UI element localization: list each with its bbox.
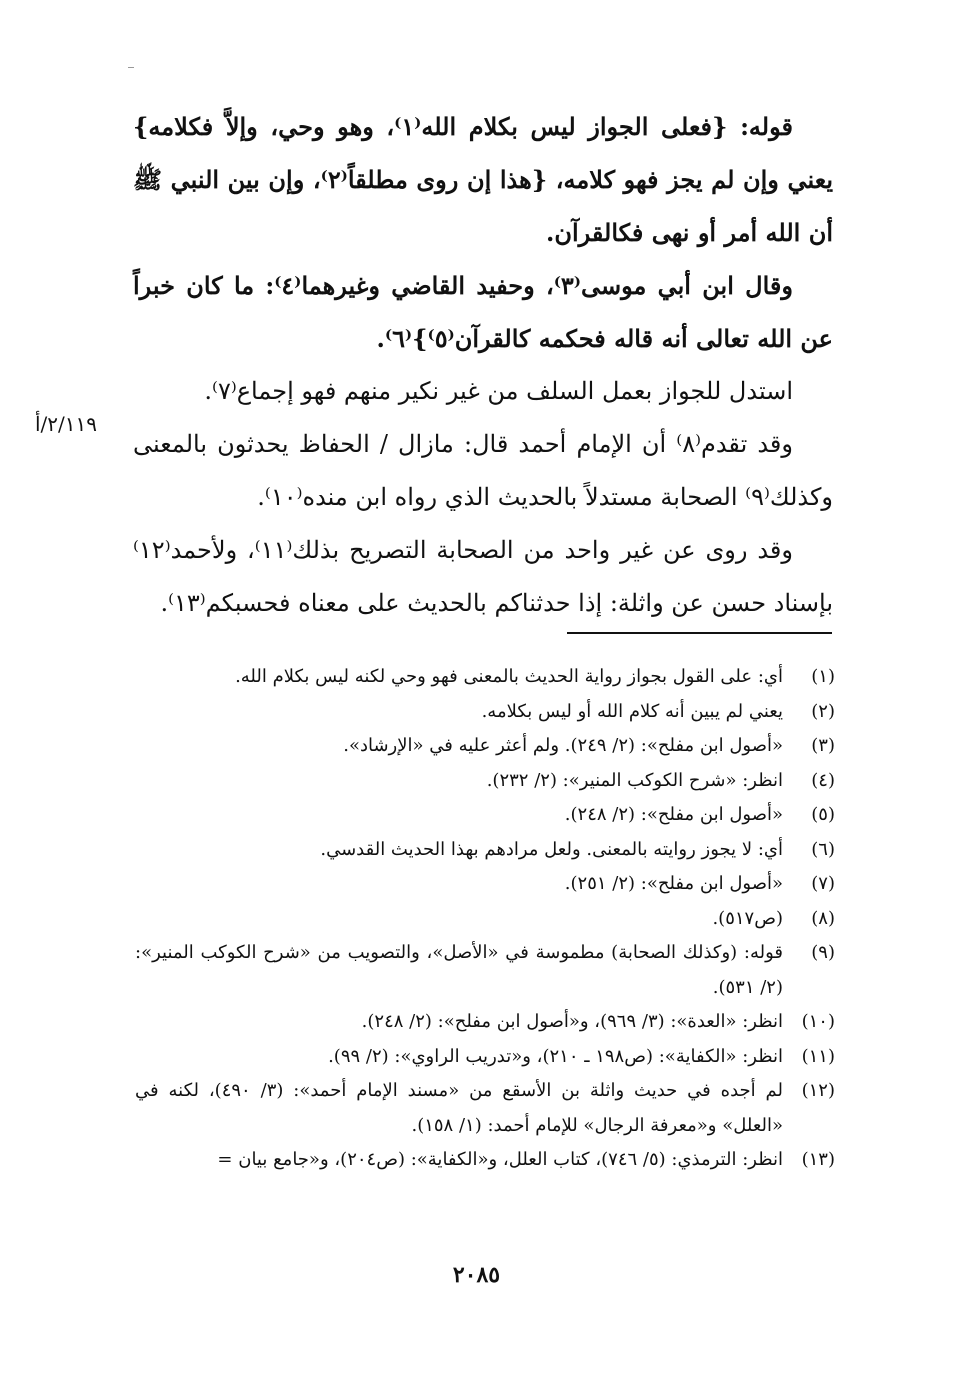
- footnote-separator: [567, 632, 832, 634]
- footnote-text: انظر: الترمذي: (٥/ ٧٤٦)، كتاب العلل، و«الكفاية»: (ص٢٠٤)، و«جامع بيان =: [217, 1149, 783, 1170]
- paragraph-2: وقال ابن أبي موسى⁽٣⁾، وحفيد القاضي وغيرهما⁽٤⁾: ما كان خبراً عن الله تعالى أنه قاله فحكمه كالقرآن⁽٥⁾}⁽٦⁾.: [133, 271, 833, 353]
- footnote-number: (٣): [811, 735, 835, 756]
- footnote-number: (٦): [811, 838, 835, 860]
- footnote-text: «أصول ابن مفلح»: (٢/ ٢٥١).: [564, 873, 783, 894]
- footnote-text: أي: لا يجوز روايته بالمعنى. ولعل مرادهم بهذا الحديث القدسي.: [320, 838, 783, 860]
- footnote-number: (١): [811, 666, 835, 687]
- footnote-number: (٨): [811, 907, 835, 929]
- footnote-text: لم أجده في حديث واثلة بن الأسقع من «مسند الإمام أحمد»: (٣/ ٤٩٠)، لكنه في «العلل» و«معرفة الرجال» للإمام أحمد: (١/ ١٥٨).: [135, 1080, 784, 1136]
- footnote-text: «أصول ابن مفلح»: (٢/ ٢٤٨).: [564, 804, 783, 825]
- footnote: [135, 902, 835, 937]
- footnote: [135, 798, 835, 833]
- footnote: [135, 833, 835, 868]
- footnote-number: (١٣): [801, 1149, 835, 1170]
- main-text: [133, 100, 833, 630]
- footnote-text: انظر: «العدة»: (٣/ ٩٦٩)، و«أصول ابن مفلح»: (٢/ ٢٤٨).: [361, 1011, 783, 1032]
- footnote: [135, 1040, 835, 1075]
- footnote-number: (٩): [811, 942, 835, 963]
- paragraph-4: وقد تقدم⁽٨⁾ أن الإمام أحمد قال: مازال / الحفاظ يحدثون بالمعنى وكذلك⁽٩⁾ الصحابة مستدلاً بالحديث الذي رواه ابن منده⁽١٠⁾.: [133, 430, 833, 511]
- footnote-text: أي: على القول بجواز رواية الحديث بالمعنى فهو وحي لكنه ليس بكلام الله.: [235, 666, 783, 687]
- footnote: [135, 764, 835, 799]
- footnote: [135, 695, 835, 730]
- footnote-number: (٤): [811, 769, 835, 791]
- paragraph-5: وقد روى عن غير واحد من الصحابة التصريح بذلك⁽١١⁾، ولأحمد⁽١٢⁾ بإسناد حسن عن واثلة: إذا حدثناكم بالحديث على معناه فحسبكم⁽١٣⁾.: [133, 536, 833, 617]
- manuscript-folio-reference: ٢/١١٩/أ: [35, 412, 98, 436]
- paragraph-1: قوله: {فعلى الجواز ليس بكلام الله⁽١⁾، وهو وحي، وإلاَّ فكلامه} يعني وإن لم يجز فهو كلامه، {هذا إن روى مطلقاً⁽٢⁾، وإن بين النبي ﷺ أن الله أمر أو نهى فكالقرآن.: [133, 112, 833, 247]
- scan-mark: [128, 67, 134, 68]
- footnote-text: انظر: «الكفاية»: (ص١٩٨ ـ ٢١٠)، و«تدريب الراوي»: (٢/ ٩٩).: [328, 1045, 783, 1067]
- page-number: ٢٠٨٥: [452, 1262, 501, 1288]
- footnote: [135, 660, 835, 695]
- footnote: [135, 1143, 835, 1178]
- footnote-text: (ص٥١٧).: [712, 907, 783, 929]
- footnote: [135, 867, 835, 902]
- footnote: [135, 936, 835, 1005]
- footnote-text: يعني لم يبين أنه كلام الله أو ليس بكلامه.: [481, 700, 783, 722]
- footnote: [135, 729, 835, 764]
- footnote-number: (٧): [811, 873, 835, 894]
- footnote-text: انظر: «شرح الكوكب المنير»: (٢/ ٢٣٢).: [486, 769, 783, 791]
- footnotes: [135, 660, 835, 1178]
- footnote-number: (١١): [801, 1045, 835, 1067]
- footnote-number: (١٠): [801, 1011, 835, 1032]
- footnote: [135, 1005, 835, 1040]
- footnote-number: (٢): [811, 700, 835, 722]
- footnote-number: (٥): [811, 804, 835, 825]
- footnote-text: قوله: (وكذلك الصحابة) مطموسة في «الأصل»، والتصويب من «شرح الكوكب المنير»: (٢/ ٥٣١).: [135, 942, 783, 998]
- footnote: [135, 1074, 835, 1143]
- footnote-text: «أصول ابن مفلح»: (٢/ ٢٤٩). ولم أعثر عليه في «الإرشاد».: [343, 735, 783, 756]
- paragraph-3: استدل للجواز بعمل السلف من غير نكير منهم فهو إجماع⁽٧⁾.: [204, 377, 793, 405]
- footnote-number: (١٢): [801, 1080, 835, 1101]
